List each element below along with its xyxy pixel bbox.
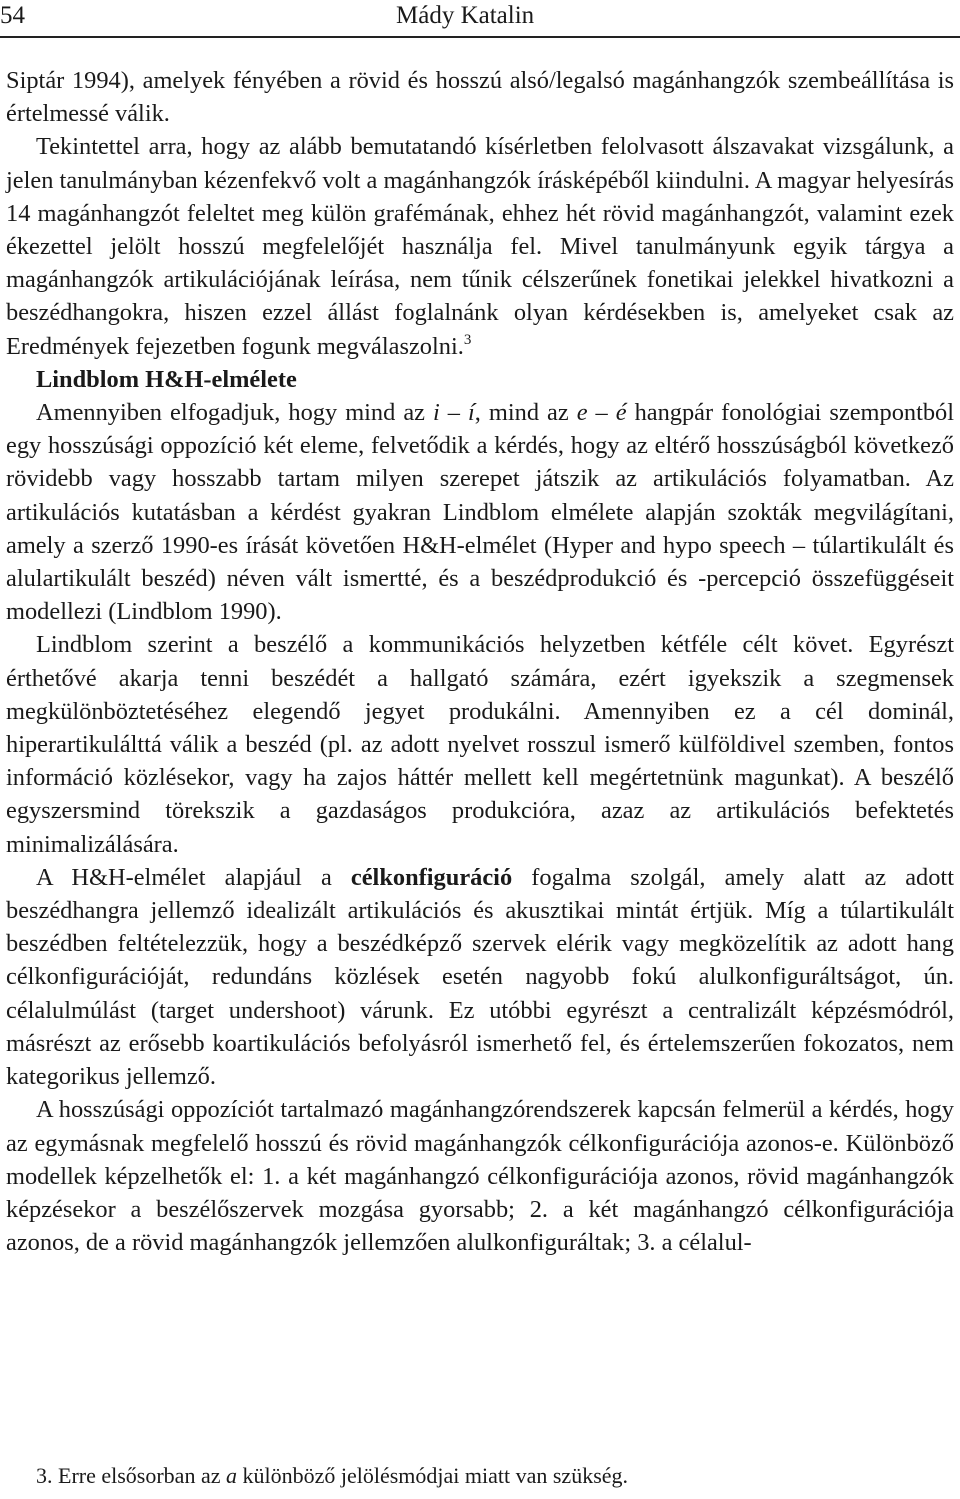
paragraph-4: Lindblom szerint a beszélő a kommunikációs helyzetben kétféle célt követ. Egyrészt érthetővé akarja tenni beszédét a hallgató számára, ezért igyekszik a szegmensek megkülönböztetéséhez elegendő jegyet produkálni. Amennyiben ez a cél dominál, hiperartikulálttá válik a beszéd (pl. az adott nyelvet rosszul ismerő külföldivel szemben, fontos információ közlésekor, vagy ha zajos háttér mellett kell megértetnünk magunkat). A beszélő egyszersmind törekszik a gazdaságos produkcióra, azaz az artikulációs befektetés minimalizálására. bbox=[6, 631, 954, 858]
running-header-author: Mády Katalin bbox=[396, 2, 535, 29]
paragraph-1: Siptár 1994), amelyek fényében a rövid és hosszú alsó/legalsó magánhangzók szembeállítása is értelmessé válik. bbox=[6, 67, 954, 128]
paragraph-3: Amennyiben elfogadjuk, hogy mind az i – í, mind az e – é hangpár fonológiai szempontból egy hosszúsági oppozíció két eleme, felvetődik a kérdés, hogy az eltérő hosszúságból következő rövidebb vagy hosszabb tartam milyen szerepet játszik az artikulációs folyamatban. Az artikulációs kutatásban a kérdést gyakran Lindblom elmélete alapján szokták megvilágítani, amely a szerző 1990-es írását követően H&H-elmélet (Hyper and hypo speech – túlartikulált és alulartikulált beszéd) néven vált ismertté, és a beszédprodukció és -percepció összefüggéseit modellezi (Lindblom 1990). bbox=[6, 399, 955, 626]
paragraph-2: Tekintettel arra, hogy az alább bemutatandó kísérletben felolvasott álszavakat vizsgálunk, a jelen tanulmányban kézenfekvő volt a magánhangzók írásképéből kiindulni. A magyar helyesírás 14 magánhangzót feleltet meg külön grafémának, ehhez hét rövid magánhangzót, valamint ezek ékezettel jelölt hosszú megfelelőjét használja fel. Mivel tanulmányunk egyik tárgya a magánhangzók artikulációjának leírása, nem tűnik célszerűnek fonetikai jelekkel hivatkozni a beszédhangokra, hiszen ezzel állást foglalnánk olyan kérdésekben is, amelyeket csak az Eredmények fejezetben fogunk megválaszolni.$^3$ bbox=[6, 133, 954, 360]
bold-term: célkonfiguráció bbox=[350, 863, 513, 891]
running-header bbox=[0, 0, 960, 38]
footnote-ref: 3 bbox=[463, 331, 472, 348]
section-heading: Lindblom H&H-elmélete bbox=[36, 365, 297, 393]
footnote: 3. Erre elsősorban az a különböző jelölésmódjai miatt van szükség. bbox=[36, 1463, 629, 1488]
body-text bbox=[6, 64, 954, 1259]
page-number: 54 bbox=[0, 2, 25, 29]
paragraph-5: A H&H-elmélet alapjául a célkonfiguráció fogalma szolgál, amely alatt az adott beszédhangra jellemző idealizált artikulációs és akusztikai mintát értjük. Míg a túlartikulált beszédben feltételezzük, hogy a beszédképző szervek elérik vagy megközelítik az adott hang célkonfigurációját, redundáns közlések esetén nagyobb fokú alulkonfiguráltságot, ún. célalulmúlást (target undershoot) várunk. Ez utóbbi egyrészt a centralizált képzésmódról, másrészt az erősebb koartikulációs befolyásról ismerhető fel, és értelemszerűen fokozatos, nem kategorikus jellemző. bbox=[6, 863, 954, 1091]
paragraph-6: A hosszúsági oppozíciót tartalmazó magánhangzórendszerek kapcsán felmerül a kérdés, hogy az egymásnak megfelelő hosszú és rövid magánhangzók célkonfigurációja azonos-e. Különböző modellek képzelhetők el: 1. a két magánhangzó célkonfigurációja azonos, rövid magánhangzók képzésekor a beszélőszervek mozgása gyorsabb; 2. a két magánhangzó célkonfigurációja azonos, de a rövid magánhangzók jellemzően alulkonfiguráltak; 3. a célalul- bbox=[6, 1096, 954, 1257]
